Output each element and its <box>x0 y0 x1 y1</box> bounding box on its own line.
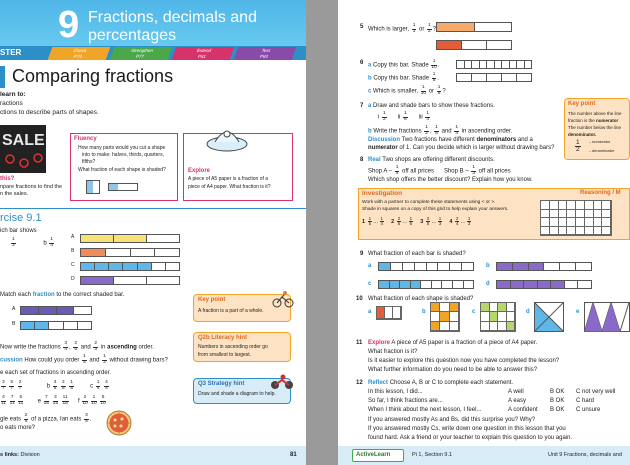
q2-label-a: A <box>12 306 16 312</box>
rq8-number: 8 <box>360 157 364 163</box>
kp-denominator-label: ←denominator <box>588 148 615 153</box>
rq9-bar-d <box>496 280 592 289</box>
rq10-label-a: a <box>368 309 372 315</box>
section-title: Comparing fractions <box>12 66 174 86</box>
rq8-question: Which shop offers the better discount? Explain how you know. <box>368 177 533 183</box>
investigation-items: 1 $\frac{1}{5}$ … $\frac{1}{4}$ 2 $\frac{2}{5}$ … $\frac{1}{6}$ 3 $\frac{2}{5}$ … $\frac{1}{3}$ 4 $\frac{2}{4}$ … $\frac{1}{3}$ <box>362 216 471 227</box>
right-page <box>338 0 630 465</box>
rq12-row-2-a: A easy <box>508 398 527 404</box>
rq12-row-1-a: A well <box>508 389 524 395</box>
rq11-line-4: What further information do you need to be able to answer this? <box>368 367 538 373</box>
fraction-1-4: $\frac{1}{4}$ <box>50 237 54 248</box>
strategy-hint-text: Draw and shade a diagram to help. <box>198 391 276 397</box>
fluency-bullet-1b: into to make: halves, thirds, quarters, <box>82 152 164 158</box>
rq9-bar-b <box>496 262 592 271</box>
literacy-hint-title: Q2b Literacy hint <box>198 335 248 341</box>
svg-text:SALE: SALE <box>2 132 45 149</box>
rq9-text: What fraction of each bar is shaded? <box>368 251 466 257</box>
why-line-2: n the sales. <box>0 191 29 197</box>
rq5-text: Which is larger, $\frac{1}{3}$ or $\frac{1}{2}$ ? <box>368 23 437 34</box>
section-accent <box>0 66 5 88</box>
chapter-title-line-2: percentages <box>88 27 177 44</box>
rq7b-text: b Write the fractions $\frac{1}{2}$ , $\frac{1}{8}$ and $\frac{1}{4}$ in ascending order. <box>368 125 513 136</box>
rq11-line-2: What fraction is it? <box>368 349 418 355</box>
pizza-icon <box>106 410 132 436</box>
rq7-discussion-2: numerator of 1. Can you decide which is larger without drawing bars? <box>368 145 555 151</box>
rq10-shape-b <box>430 302 460 332</box>
investigation-grid <box>540 200 612 236</box>
bar-label-a: A <box>71 234 75 240</box>
investigation-tag: Reasoning / M <box>580 190 621 196</box>
rq10-shape-c <box>480 302 516 332</box>
kp-line-2: fraction is the numerator <box>568 118 619 123</box>
rq9-label-a: a <box>368 263 372 269</box>
rq12-line-5: If you answered mostly As and Bs, did this surprise you? Why? <box>368 417 536 423</box>
spaceship-icon <box>205 118 249 162</box>
rq9-bar-c <box>378 280 474 289</box>
motorbike-icon <box>270 372 294 390</box>
rq10-label-d: d <box>526 309 530 315</box>
rq7a-text: a Draw and shade bars to show these fractions. <box>368 103 495 109</box>
left-page-number: 81 <box>290 452 297 458</box>
rq9-label-c: c <box>368 281 372 287</box>
rq10-shape-a <box>376 306 402 320</box>
exercise-divider <box>0 208 306 209</box>
q5-question: o eats more? <box>0 425 36 431</box>
rq12-row-3-stem: When I think about the next lesson, I feel... <box>368 407 482 413</box>
rq12-row-2-c: C hard <box>576 398 595 404</box>
tab-test[interactable]: Test P84 <box>234 47 297 60</box>
rq7-discussion: Discussion Two fractions have different denominators and a <box>368 137 533 143</box>
investigation-title: Investigation <box>362 190 403 197</box>
rq10-label-c: c <box>472 309 476 315</box>
q2-bar-b <box>20 321 92 330</box>
rq12-row-3-c: C unsure <box>576 407 601 413</box>
rq9-number: 9 <box>360 251 364 257</box>
rq6b-bar <box>456 73 532 82</box>
why-question: this? <box>0 176 15 182</box>
bike-rider-icon <box>272 290 294 308</box>
investigation-line-2: Shade in squares on a copy of this grid to help explain your answers. <box>362 207 509 212</box>
investigation-line-1: Work with a partner to complete these statements using < or >. <box>362 200 496 205</box>
rq6a-bar <box>456 60 532 69</box>
tab-check[interactable]: Check P74 <box>48 47 111 60</box>
rq9-bar-a <box>378 262 474 271</box>
rq12-line-1: Reflect Choose A, B or C to complete each statement. <box>368 380 514 386</box>
rq12-number: 12 <box>356 380 363 386</box>
learn-item-2: ctions to describe parts of shapes. <box>0 109 99 116</box>
footer-section: Pi 1, Section 9.1 <box>412 452 453 458</box>
q1-text: ich bar shows <box>0 228 37 234</box>
kp-line-4: denominator. <box>568 132 597 137</box>
rq5-bar-thirds <box>436 40 512 50</box>
bar-c <box>80 262 180 271</box>
sale-photo <box>0 125 46 173</box>
bar-label-b: B <box>71 248 75 254</box>
q3-text: Now write the fractions $\frac{3}{4}$ , $\frac{2}{5}$ and $\frac{2}{3}$ in ascending order. <box>0 341 154 352</box>
rq10-text: What fraction of each shape is shaded? <box>368 296 474 302</box>
literacy-hint-line-1: Numbers in ascending order go <box>198 344 268 350</box>
rq12-row-1-c: C not very well <box>576 389 616 395</box>
rq12-row-3-b: B OK <box>550 407 565 413</box>
learn-heading: learn to: <box>0 91 26 98</box>
explore-title: Explore <box>188 168 211 174</box>
learn-item-1: ractions <box>0 100 23 107</box>
tabs-row <box>50 47 306 61</box>
rq5-number: 5 <box>360 24 364 30</box>
tab-strengthen[interactable]: Strengthen P77 <box>110 47 173 60</box>
footer-unit: Unit 9 Fractions, decimals and <box>548 452 622 458</box>
strategy-hint-title: Q3 Strategy hint <box>198 381 245 387</box>
rq12-line-7: found hard. Ask a friend or your teacher to explain this question to you again. <box>368 435 573 441</box>
rq7-number: 7 <box>360 103 364 109</box>
q4-sets-2: $\frac{4}{11}$ $\frac{7}{11}$ $\frac{5}{11}$ e $\frac{7}{15}$ $\frac{3}{15}$ $\frac{11}{15}$ f $\frac{2}{10}$ $\frac{1}{10}$ $\frac{5}{10}$ <box>1 395 106 406</box>
fluency-bullet-1: How many parts would you cut a shape <box>78 145 166 151</box>
q2-bar-a <box>20 306 92 315</box>
rq12-line-6: If you answered mostly Cs, write down one question in this lesson that you <box>368 426 566 432</box>
rq12-row-3-a: A confident <box>508 407 538 413</box>
rq5-bar-halves <box>436 22 512 32</box>
q4-sets: $\frac{3}{7}$ $\frac{5}{7}$ $\frac{2}{7}$ b $\frac{4}{5}$ $\frac{2}{5}$ $\frac{1}{5}$ c $\frac{1}{4}$ $\frac{4}{4}$ <box>2 380 108 391</box>
rq7a-parts: i $\frac{1}{2}$ ii $\frac{1}{8}$ iii $\frac{1}{4}$ <box>378 111 430 122</box>
rq10-shape-e <box>584 302 630 332</box>
activelearn-logo-text: ActiveLearn <box>356 452 391 458</box>
footer-links: s links: Division <box>0 452 40 458</box>
bar-d <box>80 276 180 285</box>
rq11-number: 11 <box>356 340 363 346</box>
rq10-number: 10 <box>356 296 363 302</box>
rq12-row-1-b: B OK <box>550 389 565 395</box>
rq11-line-1: Explore A piece of A5 paper is a fraction of a piece of A4 paper. <box>368 340 538 346</box>
q3-discussion: cussion How could you order $\frac{1}{4}$ and $\frac{1}{3}$ without drawing bars? <box>0 354 168 365</box>
rq8-shops: Shop A – $\frac{1}{4}$ off all prices Shop B – $\frac{1}{3}$ off all prices <box>368 165 511 176</box>
left-page <box>0 0 306 465</box>
kp-numerator-label: ←numerator <box>588 139 611 144</box>
rq6a-text: a Copy this bar. Shade $\frac{1}{10}$ . <box>368 59 440 70</box>
rq6b-text: b Copy this bar. Shade $\frac{1}{5}$ . <box>368 72 440 83</box>
kp-title: Key point <box>568 101 596 107</box>
q1-parts: $\frac{1}{3}$ b $\frac{1}{4}$ <box>12 237 54 248</box>
rq11-line-3: Is it easier to explore this question now you have completed the lesson? <box>368 358 560 364</box>
fluency-shape-square <box>86 180 100 194</box>
rq10-label-e: e <box>576 309 580 315</box>
kp-line-3: The number below the line <box>568 125 622 130</box>
q2-text: Match each fraction to the correct shaded bar. <box>0 292 125 298</box>
key-point-text: A fraction is a part of a whole. <box>198 308 264 314</box>
rq12-row-2-b: B OK <box>550 398 565 404</box>
fluency-bullet-2: What fraction of each shape is shaded? <box>78 167 166 173</box>
chapter-title-line-1: Fractions, decimals and <box>88 9 257 26</box>
kp-line-1: The number above the line <box>568 111 622 116</box>
literacy-hint-line-2: from smallest to largest. <box>198 352 252 358</box>
rq9-label-b: b <box>486 263 490 269</box>
rq6-number: 6 <box>360 60 364 66</box>
rq6c-text: c Which is smaller, $\frac{1}{10}$ or $\frac{1}{5}$ ? <box>368 85 446 96</box>
rq8-text: Real Two shops are offering different discounts. <box>368 157 495 163</box>
chapter-number: 9 <box>58 4 80 46</box>
rq9-label-d: d <box>486 281 490 287</box>
master-label: STER <box>0 48 22 57</box>
fluency-title: Fluency <box>74 136 97 142</box>
why-line-1: npare fractions to find the <box>0 184 63 190</box>
explore-line-1: A piece of A5 paper is a fraction of a <box>188 176 269 182</box>
fluency-shape-bar <box>108 183 138 191</box>
kp-fraction: $\frac{1}{2}$ <box>576 139 580 154</box>
key-point-title: Key point <box>198 297 226 303</box>
bar-label-d: D <box>71 276 75 282</box>
q2-label-b: B <box>12 321 16 327</box>
rq12-row-1-stem: In this lesson, I did... <box>368 389 423 395</box>
exercise-title: rcise 9.1 <box>0 212 42 224</box>
fluency-bullet-1c: fifths? <box>82 159 96 165</box>
tab-extend[interactable]: Extend P81 <box>172 47 235 60</box>
bar-b <box>80 248 180 257</box>
explore-line-2: piece of A4 paper. What fraction is it? <box>188 184 271 190</box>
q5-text: gle eats $\frac{2}{5}$ of a pizza. Ian eats $\frac{3}{5}$ . <box>0 413 92 424</box>
bar-a <box>80 234 180 243</box>
left-footer <box>0 446 306 465</box>
rq10-label-b: b <box>422 309 426 315</box>
fraction-1-3: $\frac{1}{3}$ <box>12 237 15 248</box>
bar-label-c: C <box>71 262 75 268</box>
rq10-shape-d <box>534 302 564 332</box>
rq12-row-2-stem: So far, I think fractions are... <box>368 398 443 404</box>
q4-text: e each set of fractions in ascending order. <box>0 370 112 376</box>
